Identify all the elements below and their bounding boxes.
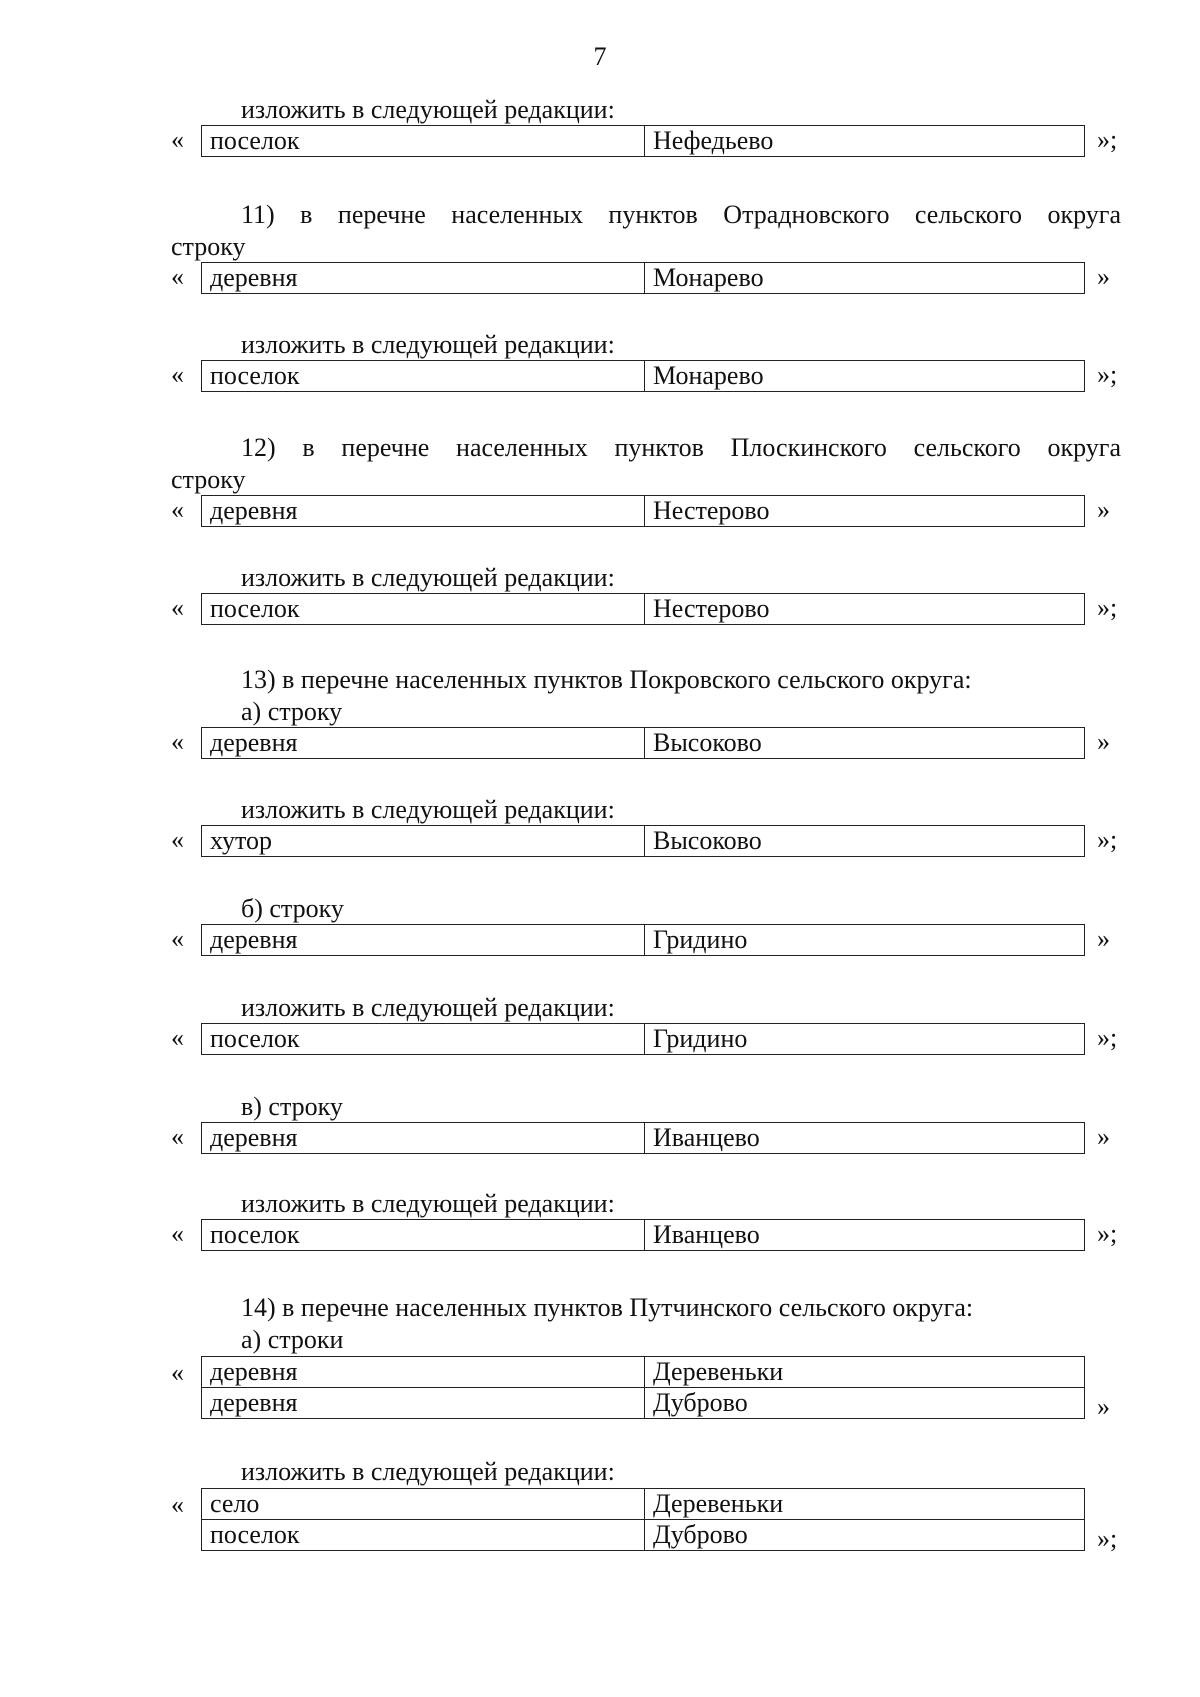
locality-type: деревня (202, 496, 645, 527)
new-entry-table (201, 1488, 1085, 1551)
old-entry-table (201, 924, 1085, 956)
original-block (171, 1122, 1131, 1156)
close-quote: »; (1097, 1219, 1118, 1248)
original-block (171, 924, 1131, 958)
item-12-text: 12) в перечне населенных пунктов Плоскинского сельского округа (241, 433, 1121, 462)
locality-type: поселок (202, 594, 645, 625)
locality-type: поселок (202, 1024, 645, 1055)
locality-name: Деревеньки (645, 1489, 1085, 1520)
item-12-tail: строку (171, 465, 246, 494)
open-quote: « (171, 1122, 184, 1151)
old-entry-table (201, 1122, 1085, 1154)
table-row (202, 1123, 1085, 1154)
close-quote: »; (1097, 825, 1118, 854)
old-entry-table (201, 1356, 1085, 1419)
open-quote: « (171, 727, 184, 756)
table-row (202, 361, 1085, 392)
item-13a-label: а) строку (241, 697, 343, 726)
close-quote: »; (1097, 593, 1118, 622)
new-entry-table (201, 125, 1085, 157)
locality-name: Нестерово (645, 594, 1085, 625)
restate-heading: изложить в следующей редакции: (241, 330, 615, 359)
table-row (202, 1520, 1085, 1551)
replacement-block (171, 360, 1131, 394)
restate-heading: изложить в следующей редакции: (241, 993, 615, 1022)
open-quote: « (171, 125, 184, 154)
locality-type: деревня (202, 1123, 645, 1154)
table-row (202, 728, 1085, 759)
new-entry-table (201, 1023, 1085, 1055)
locality-type: поселок (202, 1220, 645, 1251)
table-row (202, 826, 1085, 857)
table-row (202, 263, 1085, 294)
item-13b-label: б) строку (241, 894, 344, 923)
locality-name: Иванцево (645, 1220, 1085, 1251)
locality-name: Нестерово (645, 496, 1085, 527)
close-quote: » (1097, 495, 1110, 524)
locality-type: хутор (202, 826, 645, 857)
open-quote: « (171, 1358, 184, 1387)
item-11-text: 11) в перечне населенных пунктов Отрадновского сельского округа (241, 200, 1121, 229)
locality-name: Деревеньки (645, 1357, 1085, 1388)
table-row (202, 1024, 1085, 1055)
new-entry-table (201, 593, 1085, 625)
close-quote: » (1097, 262, 1110, 291)
replacement-block (171, 1488, 1131, 1556)
locality-name: Иванцево (645, 1123, 1085, 1154)
restate-heading: изложить в следующей редакции: (241, 563, 615, 592)
item-11-tail: строку (171, 232, 246, 261)
replacement-block (171, 593, 1131, 627)
table-row (202, 594, 1085, 625)
old-entry-table (201, 727, 1085, 759)
table-row (202, 925, 1085, 956)
close-quote: » (1097, 727, 1110, 756)
item-14a-label: а) строки (241, 1325, 344, 1354)
locality-type: поселок (202, 126, 645, 157)
close-quote: »; (1097, 360, 1118, 389)
replacement-block (171, 1023, 1131, 1057)
table-row (202, 1220, 1085, 1251)
open-quote: « (171, 495, 184, 524)
locality-name: Дуброво (645, 1520, 1085, 1551)
open-quote: « (171, 1219, 184, 1248)
close-quote: »; (1097, 125, 1118, 154)
item-14-text: 14) в перечне населенных пунктов Путчинского сельского округа: (241, 1293, 974, 1322)
close-quote: » (1097, 1122, 1110, 1151)
close-quote: » (1097, 924, 1110, 953)
close-quote: » (1097, 1392, 1110, 1421)
locality-type: поселок (202, 1520, 645, 1551)
old-entry-table (201, 262, 1085, 294)
restate-heading: изложить в следующей редакции: (241, 1457, 615, 1486)
open-quote: « (171, 262, 184, 291)
locality-name: Гридино (645, 1024, 1085, 1055)
locality-type: поселок (202, 361, 645, 392)
locality-name: Дуброво (645, 1388, 1085, 1419)
old-entry-table (201, 495, 1085, 527)
locality-type: деревня (202, 728, 645, 759)
new-entry-table (201, 1219, 1085, 1251)
open-quote: « (171, 924, 184, 953)
item-13c-label: в) строку (241, 1092, 343, 1121)
table-row (202, 126, 1085, 157)
locality-name: Нефедьево (645, 126, 1085, 157)
locality-name: Высоково (645, 826, 1085, 857)
restate-heading: изложить в следующей редакции: (241, 95, 615, 124)
item-13-text: 13) в перечне населенных пунктов Покровского сельского округа: (241, 665, 972, 694)
original-block (171, 262, 1131, 296)
open-quote: « (171, 1490, 184, 1519)
restate-heading: изложить в следующей редакции: (241, 1189, 615, 1218)
close-quote: »; (1097, 1524, 1118, 1553)
locality-type: село (202, 1489, 645, 1520)
replacement-block (171, 1219, 1131, 1253)
open-quote: « (171, 1023, 184, 1052)
table-row (202, 1388, 1085, 1419)
locality-type: деревня (202, 925, 645, 956)
locality-name: Высоково (645, 728, 1085, 759)
table-row (202, 496, 1085, 527)
original-block (171, 727, 1131, 761)
table-row (202, 1357, 1085, 1388)
open-quote: « (171, 360, 184, 389)
locality-type: деревня (202, 1357, 645, 1388)
original-block (171, 495, 1131, 529)
new-entry-table (201, 825, 1085, 857)
open-quote: « (171, 593, 184, 622)
new-entry-table (201, 360, 1085, 392)
locality-name: Монарево (645, 361, 1085, 392)
table-row (202, 1489, 1085, 1520)
locality-type: деревня (202, 1388, 645, 1419)
original-block (171, 1356, 1131, 1424)
open-quote: « (171, 825, 184, 854)
locality-name: Гридино (645, 925, 1085, 956)
restate-heading: изложить в следующей редакции: (241, 795, 615, 824)
close-quote: »; (1097, 1023, 1118, 1052)
page-number: 7 (593, 42, 607, 71)
locality-type: деревня (202, 263, 645, 294)
locality-name: Монарево (645, 263, 1085, 294)
replacement-block (171, 125, 1131, 159)
replacement-block (171, 825, 1131, 859)
